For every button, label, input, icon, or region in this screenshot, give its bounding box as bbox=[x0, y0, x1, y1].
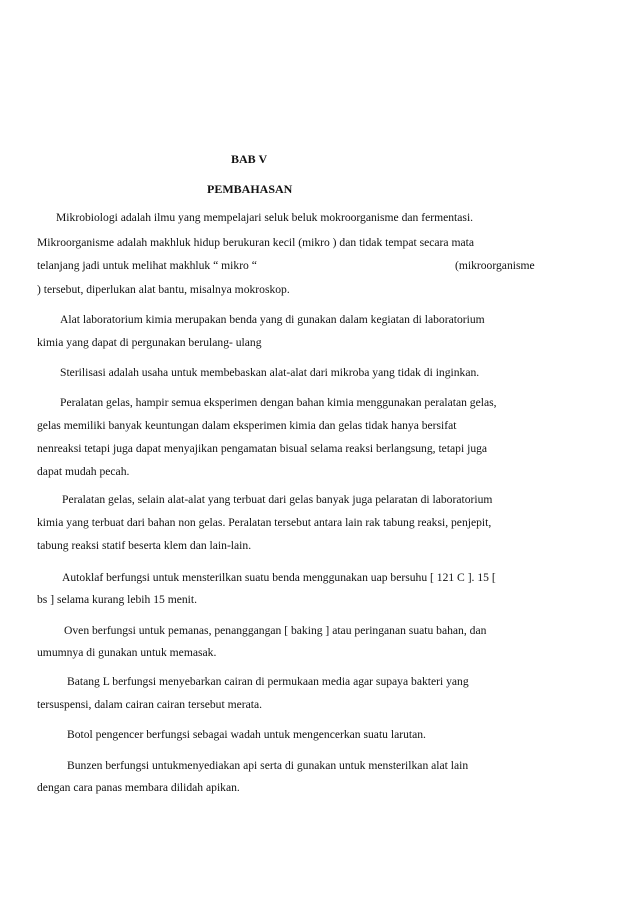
text-line: kimia yang terbuat dari bahan non gelas. Peralatan tersebut antara lain rak tabung reaksi, penjepit, bbox=[37, 516, 492, 529]
text-line: (mikroorganisme bbox=[455, 259, 535, 272]
text-line: telanjang jadi untuk melihat makhluk “ mikro “ bbox=[37, 259, 257, 272]
text-line: Mikrobiologi adalah ilmu yang mempelajari seluk beluk mokroorganisme dan fermentasi. bbox=[56, 211, 474, 224]
text-line: Peralatan gelas, selain alat-alat yang terbuat dari gelas banyak juga pelaratan di laboratorium bbox=[62, 493, 493, 506]
text-line: gelas memiliki banyak keuntungan dalam eksperimen kimia dan gelas tidak hanya bersifat bbox=[37, 419, 457, 432]
section-title: PEMBAHASAN bbox=[207, 182, 293, 196]
text-line: Mikroorganisme adalah makhluk hidup berukuran kecil (mikro ) dan tidak tempat secara mata bbox=[37, 236, 474, 249]
text-line: tersuspensi, dalam cairan cairan tersebut merata. bbox=[37, 698, 263, 711]
text-line: umumnya di gunakan untuk memasak. bbox=[37, 646, 217, 659]
text-line: ) tersebut, diperlukan alat bantu, misalnya mokroskop. bbox=[37, 283, 290, 296]
text-line: Sterilisasi adalah usaha untuk membebaskan alat-alat dari mikroba yang tidak di inginkan. bbox=[60, 366, 480, 379]
text-line: nenreaksi tetapi juga dapat menyajikan pengamatan bisual selama reaksi berlangsung, tetapi juga bbox=[37, 442, 488, 455]
text-line: dengan cara panas membara dilidah apikan. bbox=[37, 781, 240, 794]
text-line: Autoklaf berfungsi untuk mensterilkan suatu benda menggunakan uap bersuhu [ 121 C ]. 15 [ bbox=[62, 571, 496, 584]
text-line: Oven berfungsi untuk pemanas, penanggangan [ baking ] atau peringanan suatu bahan, dan bbox=[64, 624, 487, 637]
text-line: Bunzen berfungsi untukmenyediakan api serta di gunakan untuk mensterilkan alat lain bbox=[67, 759, 469, 772]
text-line: Peralatan gelas, hampir semua eksperimen dengan bahan kimia menggunakan peralatan gelas, bbox=[60, 396, 497, 409]
text-line: Botol pengencer berfungsi sebagai wadah untuk mengencerkan suatu larutan. bbox=[67, 728, 426, 741]
text-line: kimia yang dapat di pergunakan berulang- ulang bbox=[37, 336, 262, 349]
text-line: Alat laboratorium kimia merupakan benda yang di gunakan dalam kegiatan di laboratorium bbox=[60, 313, 485, 326]
text-line: dapat mudah pecah. bbox=[37, 465, 130, 478]
text-line: Batang L berfungsi menyebarkan cairan di permukaan media agar supaya bakteri yang bbox=[67, 675, 469, 688]
chapter-heading: BAB V bbox=[231, 152, 268, 166]
text-line: bs ] selama kurang lebih 15 menit. bbox=[37, 593, 198, 606]
text-line: tabung reaksi statif beserta klem dan lain-lain. bbox=[37, 539, 252, 552]
